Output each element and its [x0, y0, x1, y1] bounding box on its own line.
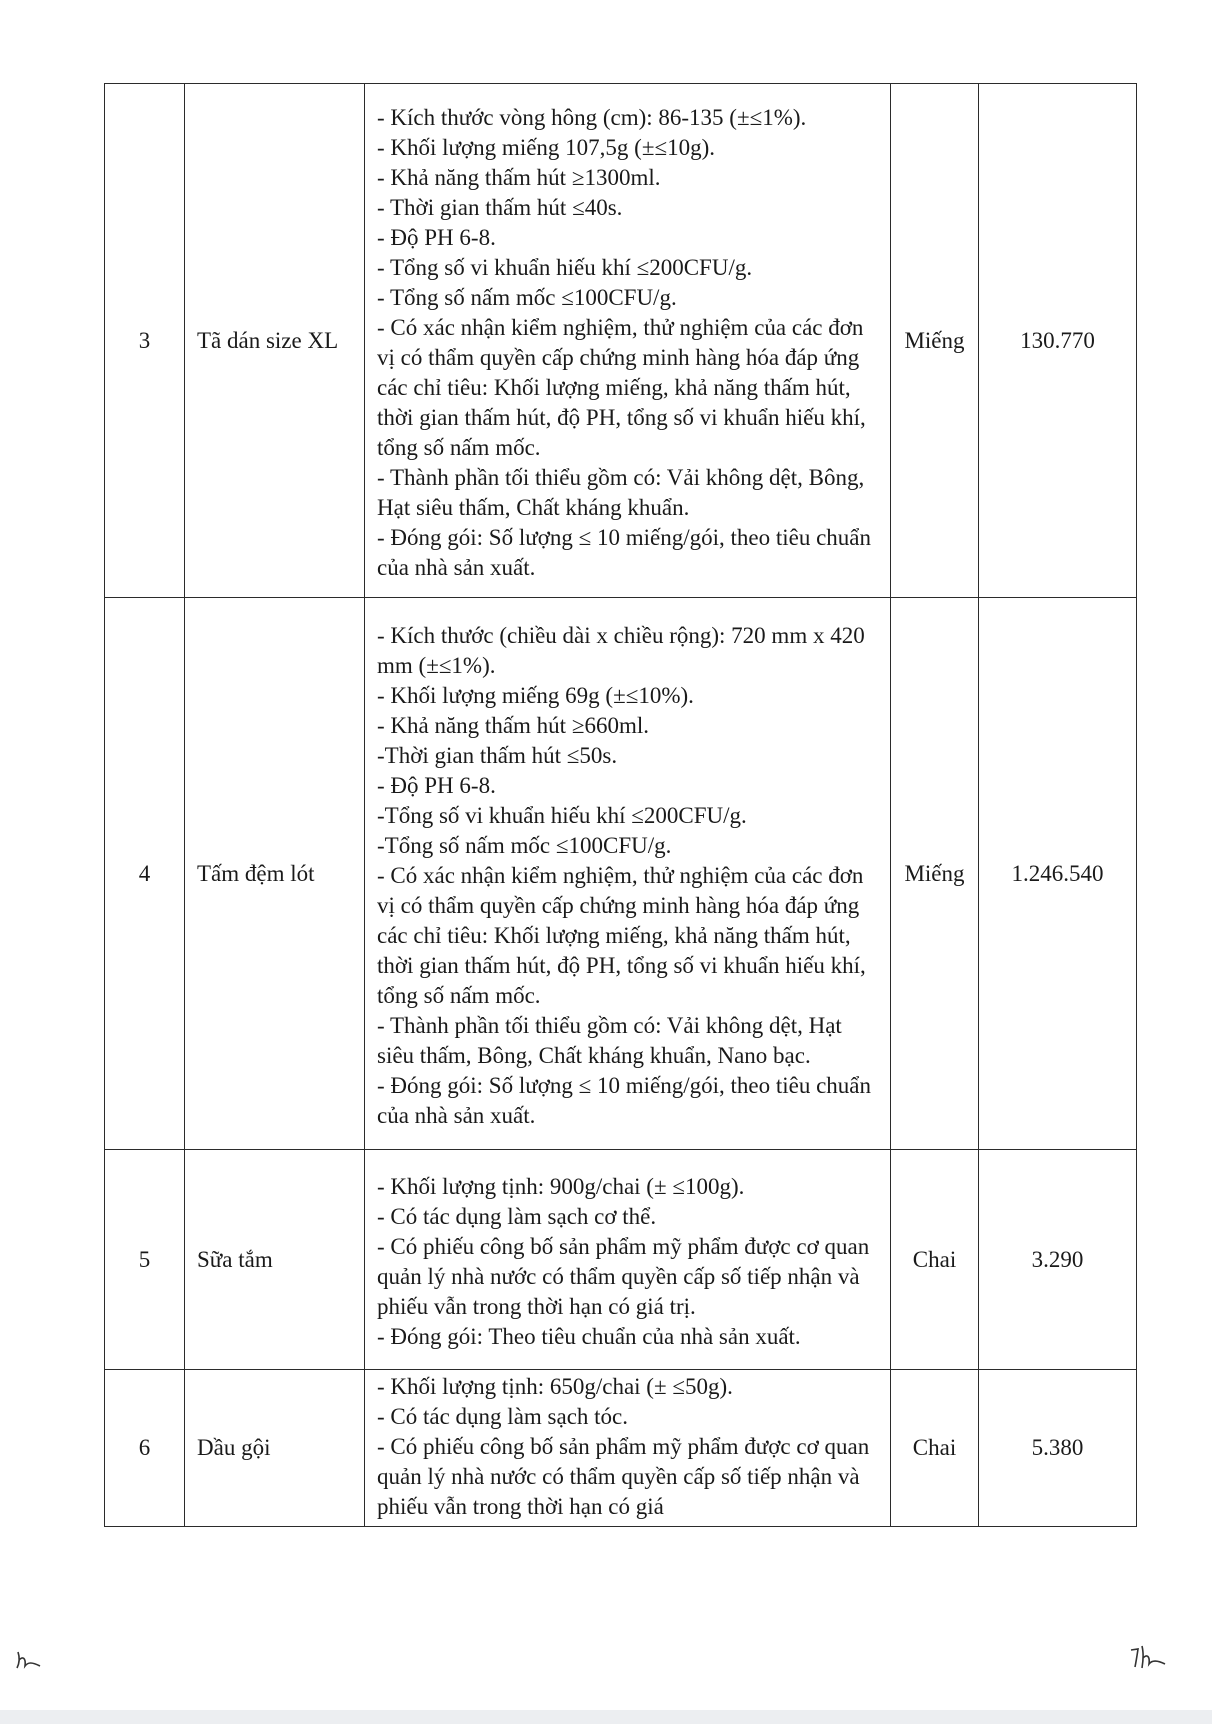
table-row: [105, 1150, 1137, 1370]
spec-line: - Có phiếu công bố sản phẩm mỹ phẩm được cơ quan quản lý nhà nước có thẩm quyền cấp số tiếp nhận và phiếu vẫn trong thời hạn có giá: [377, 1434, 875, 1519]
item-name: Tấm đệm lót: [185, 598, 365, 1150]
spec-line: - Kích thước (chiều dài x chiều rộng): 720 mm x 420 mm (±≤1%).: [377, 622, 871, 678]
item-unit: Miếng: [891, 84, 979, 598]
spec-line: - Độ PH 6-8.: [377, 224, 496, 250]
table-row: [105, 84, 1137, 598]
spec-line: - Thời gian thấm hút ≤40s.: [377, 194, 623, 220]
item-name: Dầu gội: [185, 1370, 365, 1527]
spec-line: - Khối lượng miếng 69g (±≤10%).: [377, 682, 694, 708]
item-spec: [365, 598, 891, 1150]
item-quantity: 3.290: [979, 1150, 1137, 1370]
spec-line: - Thành phần tối thiểu gồm có: Vải không dệt, Bông, Hạt siêu thấm, Chất kháng khuẩn.: [377, 464, 870, 520]
spec-line: - Khối lượng miếng 107,5g (±≤10g).: [377, 134, 715, 160]
item-unit: Miếng: [891, 598, 979, 1150]
row-number: 5: [105, 1150, 185, 1370]
row-number: 3: [105, 84, 185, 598]
signature-initials-right: [1128, 1644, 1168, 1670]
spec-line: -Thời gian thấm hút ≤50s.: [377, 742, 618, 768]
spec-line: - Khối lượng tịnh: 650g/chai (± ≤50g).: [377, 1374, 733, 1399]
spec-line: - Có xác nhận kiểm nghiệm, thử nghiệm của các đơn vị có thẩm quyền cấp chứng minh hàng hóa đáp ứng các chỉ tiêu: Khối lượng miếng, khả năng thấm hút, thời gian thấm hút, độ PH, tổng số vi khuẩn hiếu khí, tổng số nấm mốc.: [377, 314, 872, 460]
spec-line: - Đóng gói: Số lượng ≤ 10 miếng/gói, theo tiêu chuẩn của nhà sản xuất.: [377, 1072, 877, 1128]
row-number: 4: [105, 598, 185, 1150]
item-quantity: 5.380: [979, 1370, 1137, 1527]
table-row: [105, 1370, 1137, 1527]
item-name: Sữa tắm: [185, 1150, 365, 1370]
spec-line: - Có tác dụng làm sạch cơ thể.: [377, 1203, 657, 1229]
item-spec: [365, 1150, 891, 1370]
spec-line: - Thành phần tối thiểu gồm có: Vải không dệt, Hạt siêu thấm, Bông, Chất kháng khuẩn, Nano bạc.: [377, 1012, 848, 1068]
item-quantity: 1.246.540: [979, 598, 1137, 1150]
spec-line: - Có xác nhận kiểm nghiệm, thử nghiệm của các đơn vị có thẩm quyền cấp chứng minh hàng hóa đáp ứng các chỉ tiêu: Khối lượng miếng, khả năng thấm hút, thời gian thấm hút, độ PH, tổng số vi khuẩn hiếu khí, tổng số nấm mốc.: [377, 862, 872, 1008]
spec-line: - Khả năng thấm hút ≥1300ml.: [377, 164, 661, 190]
spec-line: - Tổng số nấm mốc ≤100CFU/g.: [377, 284, 677, 310]
item-name: Tã dán size XL: [185, 84, 365, 598]
spec-line: - Kích thước vòng hông (cm): 86-135 (±≤1%).: [377, 104, 807, 130]
item-spec: [365, 84, 891, 598]
spec-line: -Tổng số vi khuẩn hiếu khí ≤200CFU/g.: [377, 802, 747, 828]
spec-line: - Khả năng thấm hút ≥660ml.: [377, 712, 649, 738]
table-row: [105, 598, 1137, 1150]
item-quantity: 130.770: [979, 84, 1137, 598]
spec-line: - Độ PH 6-8.: [377, 772, 496, 798]
item-unit: Chai: [891, 1370, 979, 1527]
spec-line: - Đóng gói: Số lượng ≤ 10 miếng/gói, theo tiêu chuẩn của nhà sản xuất.: [377, 524, 877, 580]
item-spec: [365, 1370, 891, 1527]
spec-line: - Đóng gói: Theo tiêu chuẩn của nhà sản xuất.: [377, 1323, 801, 1349]
spec-line: - Khối lượng tịnh: 900g/chai (± ≤100g).: [377, 1173, 745, 1199]
row-number: 6: [105, 1370, 185, 1527]
specification-table: [104, 83, 1137, 1527]
spec-line: -Tổng số nấm mốc ≤100CFU/g.: [377, 832, 672, 858]
scan-bottom-strip: [0, 1710, 1212, 1724]
spec-line: - Tổng số vi khuẩn hiếu khí ≤200CFU/g.: [377, 254, 753, 280]
spec-line: - Có phiếu công bố sản phẩm mỹ phẩm được cơ quan quản lý nhà nước có thẩm quyền cấp số tiếp nhận và phiếu vẫn trong thời hạn có giá trị.: [377, 1233, 875, 1319]
signature-initials-left: [14, 1648, 44, 1670]
spec-line: - Có tác dụng làm sạch tóc.: [377, 1404, 629, 1429]
item-unit: Chai: [891, 1150, 979, 1370]
